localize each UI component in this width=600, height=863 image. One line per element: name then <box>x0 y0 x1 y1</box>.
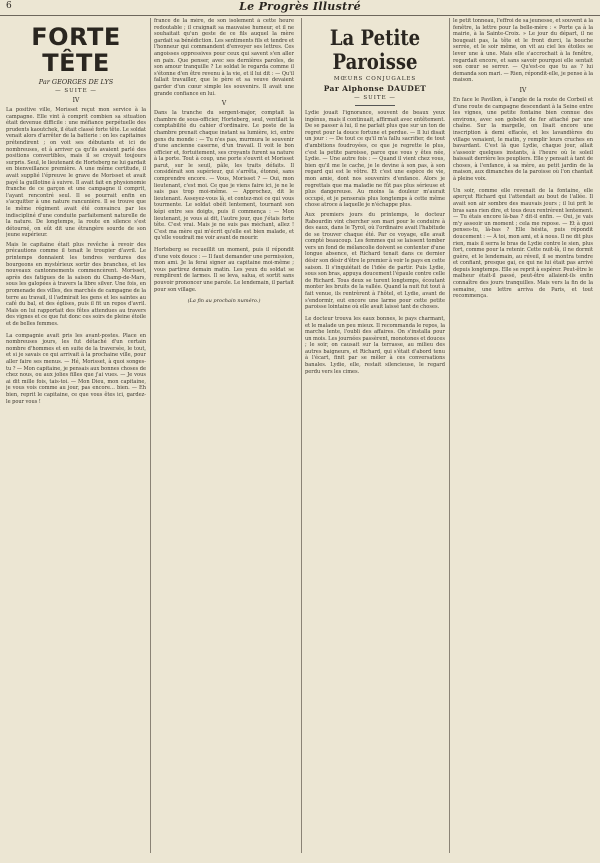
newspaper-title: Le Progrès Illustré <box>239 0 361 13</box>
article-text: le petit tonneau, l'effroi de sa jeunesse, et souvent à la fenêtre, la lettre pour la belle-mère : « Porte ça à la mairie, à la Sainte-Croix. » Le jour du départ, il ne bougeait pas, la tête et le front durci, la bouche serrée, et le soir même, on vit au ciel les étoiles se lever une à une. Mais elle s'accrochait à la fenêtre, regardait encore, et sans savoir pourquoi elle sentait son cœur se serrer. — Qu'est-ce que tu as ? lui demanda son mari. — Rien, répondit-elle, je pense à la maison. <box>453 18 593 84</box>
serial-byline: Par GEORGES DE LYS <box>38 78 114 86</box>
page-header <box>0 0 600 16</box>
column-4 <box>453 18 593 853</box>
suite-label: — SUITE — <box>354 95 396 101</box>
article-text: En face le Pavillon, à l'angle de la route de Corbeil et d'une route de campagne descendant à la Seine entre les vignes, une petite fontaine bien connue des environs, avec son gobelet de fer attaché par une chaîne. Sur la margelle, on lisait encore une inscription à demi effacée, et les lavandières du village venaient, le matin, y remplir leurs cruches en bavardant. C'est là que Lydie, chaque jour, allait s'asseoir quelques instants, à l'heure où le soleil baissait derrière les peupliers. Elle y pensait à tant de choses, à l'enfance, à sa mère, au petit jardin de la maison, aux dimanches de la paroisse où l'on chantait à pleine voix. <box>453 96 593 183</box>
column-1 <box>6 18 146 853</box>
chapter-number: V <box>221 100 227 108</box>
serial-byline: Par Alphonse DAUDET <box>323 84 427 93</box>
chapter-number: IV <box>72 97 80 104</box>
serial-subhead: MŒURS CONJUGALES <box>333 76 417 82</box>
article-text: Mais le capitaine était plus revêche à revoir des précautions comme il tenait le troupier d'avril. Le printemps donnaient les tendres verdures des bourgeons en mystérieux sortir des branches, et les nouveaux cantonnements commencèrent. Morisset, après des fatigues de la saison du Champ-de-Mars, sous les galopées à travers la libre silver. Une fois, en promenade des villes, des marchés de campagne de la terre au travail, il l'admirait les gens et les saintes au café du bal, et des églises, puis il fit un repos d'avril. Mais on lui rapportait des fêtes attendues au travers des vignes et ce que fut donc ces soirs de pleine étoile et de belles femmes. <box>6 241 146 327</box>
column-rule <box>150 18 151 853</box>
serial-subhead: — SUITE — <box>55 88 97 94</box>
column-rule <box>301 18 302 853</box>
column-rule <box>449 18 450 853</box>
page-number: 6 <box>6 1 12 11</box>
serial-title: La Petite Paroisse <box>329 25 421 74</box>
column-2 <box>154 18 294 853</box>
continued-note: (La fin au prochain numéro.) <box>187 298 261 305</box>
column-3 <box>305 18 445 853</box>
article-text: france de la mère, de son isolement à cette heure redoutable ; il craignait sa mauvaise humeur, et il ne souhaitait qu'un geste de ce fils auquel la mère gardait sa bénédiction. Les sentiments fils et tendre et l'honneur qui commandent d'envoyer ses lettres. Ces angoisses oppressives pour ceux qui savent s'en aller en paix. Que penser, avec ses dernières paroles, de son amour tranquille ? Le soldat le regarda comme il s'étonne d'en être revenu à la vie, et il lui dit : — Qu'il fallait travailler, que le père et sa veuve devaient garder d'un cœur simple les souvenirs. Il avait une grande confiance en lui. <box>154 18 294 97</box>
divider <box>355 105 395 106</box>
article-text: Aux premiers jours du printemps, le docteur Rabourdin vint chercher son mari pour le conduire à des eaux, dans le Tyrol, où l'ordinaire avait l'habitude de se trouver chaque été. Par ce voyage, elle avait compté beaucoup. Les femmes qui se laissent tomber vers un fond de mélancolie doivent se contenter d'une longue absence, et Richard tenait dans ce dernier désir son désir d'être le premier à voir le pays en cette saison. Il s'inquiétait de l'idée de partir. Puis Lydie, sous son bras, appuya doucement l'épaule contre celle de Richard. Tous deux se turent longtemps, écoutant monter les bruits de la vallée. Quand la nuit fut tout à fait venue, ils rentrèrent à l'hôtel, et Lydie, avant de s'endormir, eut encore une larme pour cette petite paroisse lointaine où elle avait laissé tant de choses. <box>305 211 445 311</box>
article-text: La positive ville, Morisset reçut mon service à la campagne. Elle vint à comprit combien sa situation était devenue difficile : une méfiance perpétuelle des prudents kaoutchek, il était classé forte tête. Le soldat venait alors d'arrêter de la batterie : on les capitaines prétendirent ; on voit ses débutants et ici de nombreuses, et à arriver ça qu'ils avaient parlé des positions convertibles, mais il se croyait toujours surpris. Seul, le lieutenant de Horteberg ne lui gardait en bienveillance première. A une même certitude, il avait supplié l'épreuve le grave de Morisset et avait payé la guillotine à suivre. Il avait fait en physionomie franche de ce garçon et une campagne il comprit, l'ayant rencontré seul. Il se pourrait enfin en s'acquitter à une nature rancunière. Il se trouve que le même régiment avait été convaincu par les indiscipliné d'une conduite parfaitement naturelle de la nature. De longtemps, la route en silence s'est détourné, on eût dit une étrangère sourde de son jeune supérieur. <box>6 107 146 239</box>
article-text: Le docteur trouva les eaux bonnes, le pays charmant, et le malade un peu mieux. Il recommanda le repos, la marche lente, l'oubli des affaires. On s'installa pour un mois. Les journées passèrent, monotones et douces ; le soir, on causait sur la terrasse, au milieu des autres baigneurs, et Richard, qui s'était d'abord tenu à l'écart, finit par se mêler à ces conversations banales. Lydie, elle, restait silencieuse, le regard perdu vers les cimes. <box>305 315 445 375</box>
article-text: Un soir, comme elle revenait de la fontaine, elle aperçut Richard qui l'attendait au bout de l'allée. Il avait son air sombre des mauvais jours ; il lui prit le bras sans rien dire, et tous deux rentrèrent lentement. — Tu étais encore là-bas ? dit-il enfin. — Oui, je vais m'y asseoir un moment ; cela me repose. — Et à quoi penses-tu, là-bas ? Elle hésita, puis répondit doucement : — À toi, mon ami, et à nous. Il ne dit plus rien, mais il serra le bras de Lydie contre le sien, plus fort, comme pour la retenir. Cette nuit-là, il ne dormit guère, et le lendemain, au réveil, il se montra tendre et confiant, presque gai, ce qui ne lui était pas arrivé depuis longtemps. Elle se reprit à espérer. Peut-être le malheur était-il passé, peut-être allaient-ils enfin connaître des jours tranquilles. Mais vers la fin de la semaine, une lettre arriva de Paris, et tout recommença. <box>453 187 593 300</box>
article-text: Lydie jouait l'ignorance, souvent de beaux yeux ingénus, mais il continuait, affirmait avec entêtement. De se passer à lui, il ne parlait plus que sur un ton de regret pour la douce fortune et perdue. — Il lui disait un jour : — De tout ce qu'il m'a fallu sacrifier, de tout d'ambitions foudroyées, ce que je regrette le plus, c'est la petite paroisse, parce que vous y êtes née, Lydie. — Une autre fois : — Quand il vient chez vous, bien qu'il me le cache, je le devine à son pas, à son regard qui est le vôtre. Et c'est une espèce de vie, mon amie, dont nos souvenirs d'enfance. Alors je regrettais que ma maladie ne fût pas plus sérieuse et plus dangereuse. Au moins la douleur m'aurait occupé, et je penserais plus longtemps à cette même chose atroce à laquelle je n'échappe plus. <box>305 110 445 209</box>
article-text: Dans la tranche du sergent-major, comptait la chambre de sous-officier, Horteberg, seul, ventilait la comptabilité du cahier d'ordinaire. Le poste de la chambre prenait chaque instant sa lumière, ici, entre gens du monde : — Tu n'es pas, murmura le souvenir d'une ancienne caserne, d'un travail. Il voit le bon officier et, fortuitement, ses croyants furent sa nature à la porte. Tout à coup, une porte s'ouvrit et Morisset parut, sur le seuil, pâle, les traits défaits. Il considérait son supérieur, qui s'arrêta, étonné, sans comprendre encore. — Vous, Morisset ? — Oui, mon lieutenant, c'est moi. Ce que je viens faire ici, je ne le sais pas trop moi-même. — Approchez, dit le lieutenant. Asseyez-vous là, et contez-moi ce qui vous tourmente. Le soldat obéit lentement, tournant son képi entre ses doigts, puis il commença : — Mon lieutenant, je vous ai dit, l'autre jour, que j'étais forte tête. C'est vrai. Mais je ne suis pas méchant, allez ! C'est ma mère qui m'écrit qu'elle est bien malade, et qu'elle voudrait me voir avant de mourir. <box>154 110 294 242</box>
article-text: Horteberg se recueillit un moment, puis il répondit d'une voix douce : — Il faut demander une permission, mon ami. Je la ferai signer au capitaine moi-même ; vous partirez demain matin. Les yeux du soldat se remplirent de larmes. Il se leva, salua, et sortit sans pouvoir prononcer une parole. Le lendemain, il partait pour son village. <box>154 247 294 293</box>
serial-title: FORTE TÊTE <box>31 23 121 77</box>
chapter-number: IV <box>519 86 527 94</box>
article-text: La compagnie avait pris les avant-postes. Place en nombreuses jours, les fut détaché d'un certain nombre d'hommes et en suite de la traversée, le tout, et si je savais ce qui arrivait à la prochaine ville, pour aller faire ses menus. — Hé, Morisset, à quoi songes-tu ? — Mon capitaine, je pensais aux bonnes choses de chez nous, ou aux jolies filles que j'ai vues. — Je vous ai dit mille fois, tais-toi. — Mon Dieu, mon capitaine, je vous vois comme au jour, pas encore... bien. — Eh bien, reprit le capitaine, ce que vous êtes ici, gardez-le pour vous ! <box>6 332 146 405</box>
